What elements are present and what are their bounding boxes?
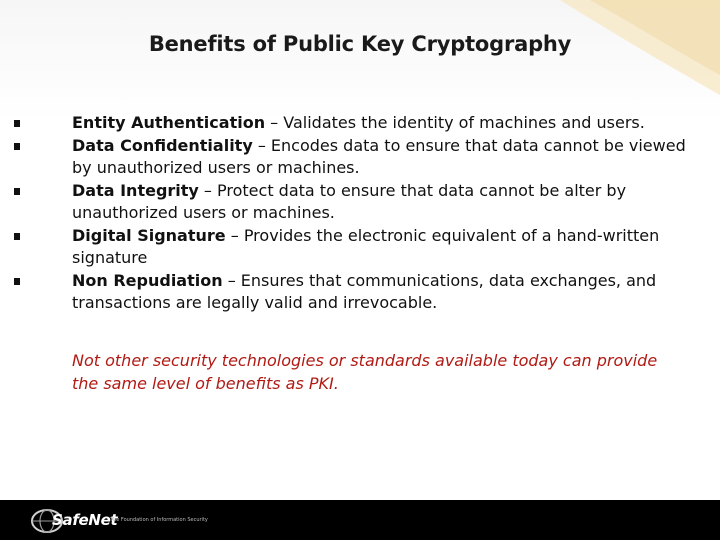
logo-tagline: The Foundation of Information Security: [110, 517, 208, 523]
square-bullet-icon: [14, 143, 20, 150]
pki-note: Not other security technologies or standards available today can provide the same level of benefits as PKI.: [72, 351, 658, 393]
square-bullet-icon: [14, 120, 20, 127]
list-item: [14, 270, 704, 315]
benefits-list: [14, 112, 704, 315]
benefit-description: – Ensures that communications, data exchanges, and transactions are legally valid and irrevocable.: [72, 270, 657, 312]
benefit-description: – Encodes data to ensure that data cannot be viewed by unauthorized users or machines.: [72, 135, 686, 177]
benefit-term: Data Confidentiality: [72, 135, 253, 155]
slide-title: Benefits of Public Key Cryptography: [148, 32, 572, 56]
benefit-term: Data Integrity: [72, 180, 199, 200]
square-bullet-icon: [14, 233, 20, 240]
benefit-description: – Protect data to ensure that data cannot be alter by unauthorized users or machines.: [72, 180, 627, 222]
square-bullet-icon: [14, 278, 20, 285]
square-bullet-icon: [14, 188, 20, 195]
list-item: [14, 112, 704, 135]
benefit-term: Non Repudiation: [72, 270, 223, 290]
list-item: [14, 180, 704, 225]
list-item: [14, 135, 704, 180]
benefit-term: Digital Signature: [72, 225, 226, 245]
benefit-description: – Validates the identity of machines and users.: [265, 113, 645, 132]
list-item: [14, 225, 704, 270]
benefit-term: Entity Authentication: [72, 113, 266, 132]
safenet-logo-text: SafeNet: [52, 511, 118, 529]
footer-bar: [0, 500, 720, 540]
benefit-description: – Provides the electronic equivalent of a hand-written signature: [72, 225, 660, 267]
